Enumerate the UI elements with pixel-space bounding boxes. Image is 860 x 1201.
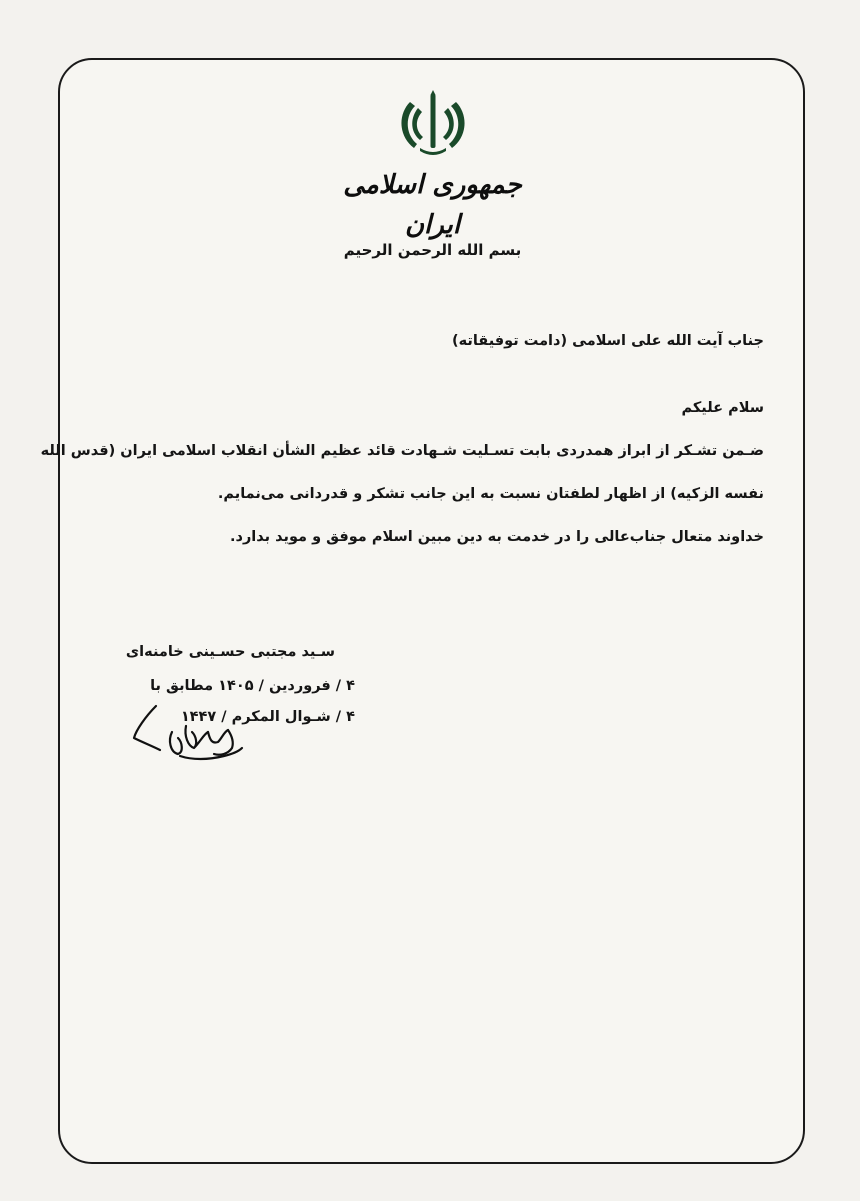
letterhead-country-name: جمهوری اسلامی ایران bbox=[343, 170, 522, 240]
body-paragraph-line-1: ضـمن تشـکر از ابراز همدردی بابت تسـلیت شـهادت قائد عظیم الشأن انقلاب اسلامی ایران (قدس الله bbox=[40, 443, 764, 459]
addressee-line: جناب آیت الله علی اسلامی (دامت توفیقاته) bbox=[451, 333, 764, 349]
date-lunar: ۴ / شـوال المکرم / ۱۴۴۷ bbox=[180, 709, 355, 725]
basmala-heading: بسم الله الرحمن الرحیم bbox=[343, 241, 522, 259]
signatory-name: سـید مجتبی حسـینی خامنه‌ای bbox=[125, 644, 335, 660]
closing-line: خداوند متعال جناب‌عالی را در خدمت به دین مبین اسلام موفق و موید بدارد. bbox=[230, 529, 764, 545]
greeting-line: سلام علیکم bbox=[681, 400, 764, 416]
date-solar: ۴ / فروردین / ۱۴۰۵ مطابق با bbox=[150, 678, 355, 694]
handwritten-signature-icon bbox=[128, 696, 248, 770]
iran-emblem-icon bbox=[396, 88, 470, 158]
body-paragraph-line-2: نفسه الزکیه) از اظهار لطفتان نسبت به این جانب تشکر و قدردانی می‌نمایم. bbox=[217, 486, 764, 502]
